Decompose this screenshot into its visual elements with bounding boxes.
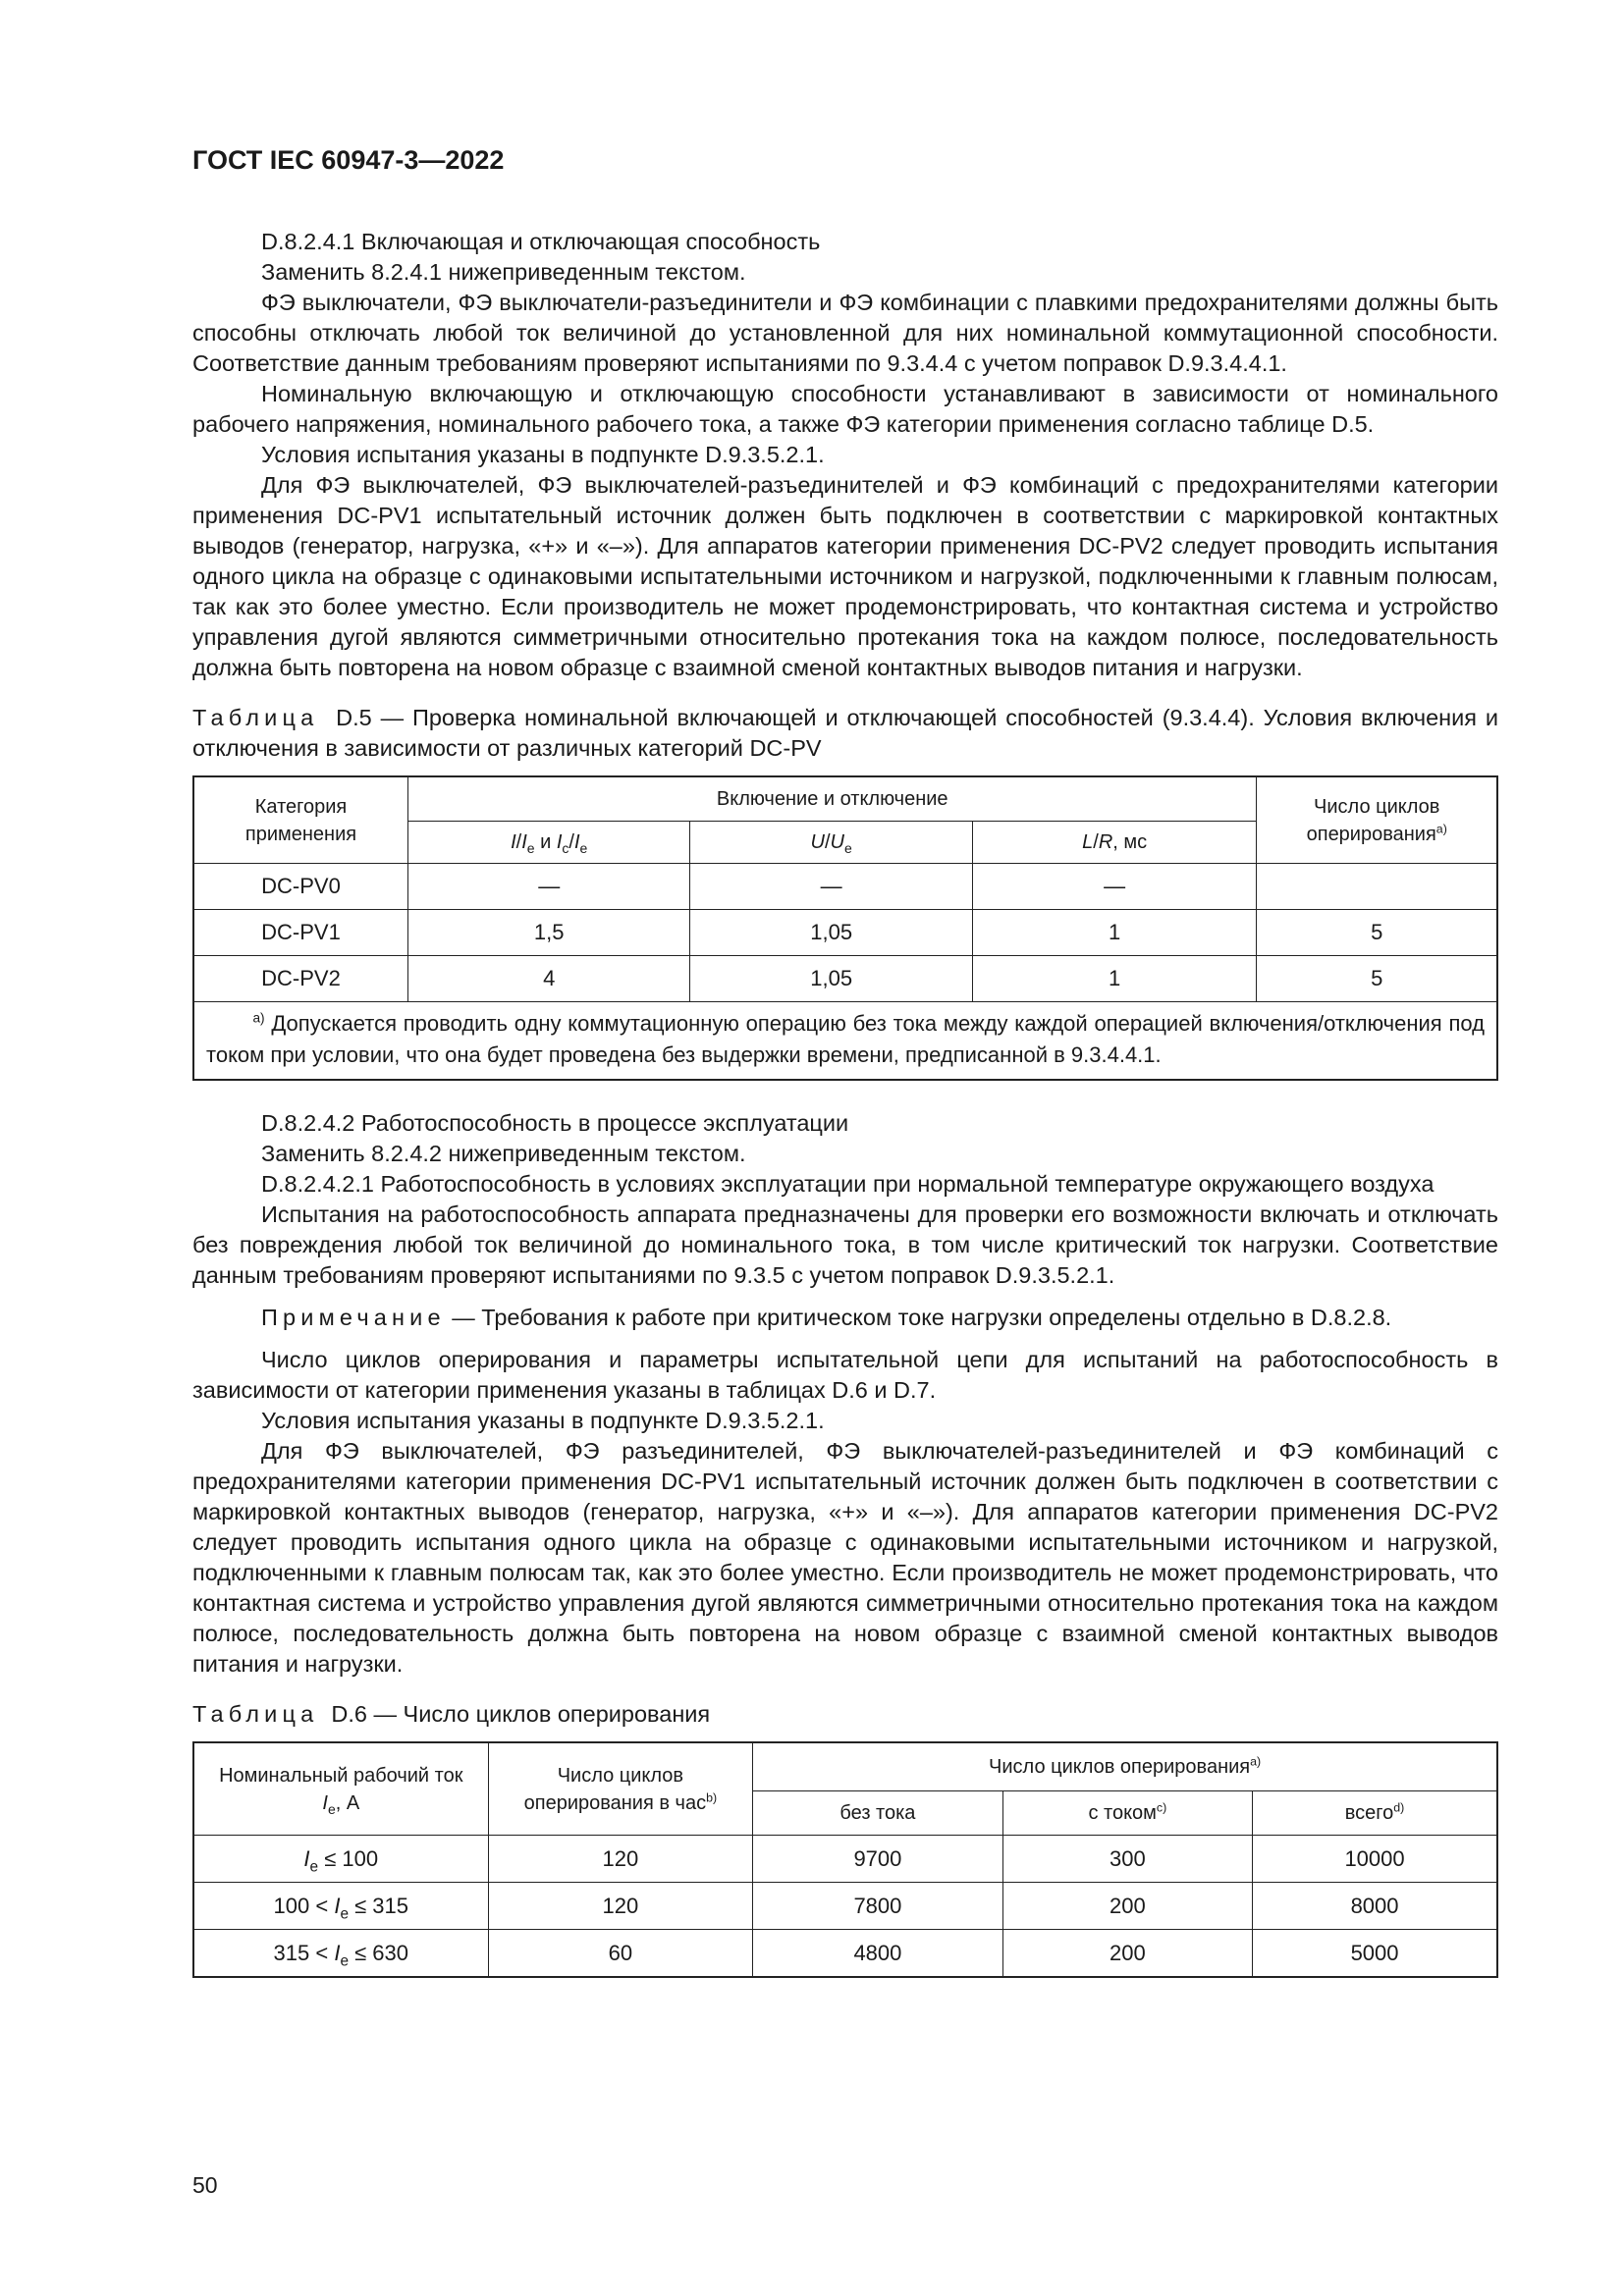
header-category: Категория применения — [193, 776, 408, 864]
header-cycles-per-hour: Число циклов оперирования в час$^{b)}$ — [488, 1742, 753, 1836]
paragraph: Число циклов оперирования и параметры испытательной цепи для испытаний на работоспособность в зависимости от категории применения указаны в таблицах D.6 и D.7. — [192, 1347, 1498, 1403]
header-lr: L/R, мс — [972, 822, 1257, 864]
header-cycles: Число циклов оперирования$^{a)}$ — [753, 1742, 1497, 1791]
page-number: 50 — [192, 2172, 218, 2198]
paragraph: Для ФЭ выключателей, ФЭ выключателей-разъединителей и ФЭ комбинаций с предохранителями категории применения DC-PV1 испытательный источник должен быть подключен в соответствии с маркировкой контактных выводов (генератор, нагрузка, «+» и «–»). Для аппаратов категории применения DC-PV2 следует проводить испытания одного цикла на образце с одинаковыми испытательными источником и нагрузкой, подключенными к главным полюсам, так как это более уместно. Если производитель не может продемонстрировать, что контактная система и устройство управления дугой являются симметричными относительно протекания тока на каждом полюсе, последовательность должна быть повторена на новом образце с взаимной сменой контактных выводов питания и нагрузки. — [192, 472, 1498, 680]
paragraph: ФЭ выключатели, ФЭ выключатели-разъединители и ФЭ комбинации с плавкими предохранителями должны быть способны отключать любой ток величиной до установленной для них номинальной коммутационной способности. Соответствие данным требованиям проверяют испытаниями по 9.3.4.4 с учетом поправок D.9.3.4.4.1. — [192, 290, 1498, 376]
paragraph: Заменить 8.2.4.1 нижеприведенным текстом. — [261, 259, 746, 285]
paragraph: Заменить 8.2.4.2 нижеприведенным текстом. — [261, 1141, 746, 1166]
header-cycles: Число циклов оперирования$^{a)}$ — [1257, 776, 1497, 864]
table-d5 — [192, 775, 1498, 1081]
document-page — [192, 145, 1498, 1978]
table-row: $I_e \le 100$ 120 9700 300 10000 — [193, 1836, 1497, 1883]
paragraph: Испытания на работоспособность аппарата предназначены для проверки его возможности включать и отключать без повреждения любой ток величиной до номинального тока, в том числе критический ток нагрузки. Соответствие данным требованиям проверяют испытаниями по 9.3.5 с учетом поправок D.9.3.5.2.1. — [192, 1201, 1498, 1288]
note — [192, 1303, 1498, 1333]
table-row: DC-PV2 4 1,05 1 5 — [193, 956, 1497, 1002]
table-row: $315 < I_e \le 630$ 60 4800 200 5000 — [193, 1930, 1497, 1978]
table-caption-word: Таблица — [192, 1701, 319, 1727]
header-current-ratio: $I/I_e$ и $I_c/I_e$ — [408, 822, 690, 864]
header-with-current: с током$^{c)}$ — [1002, 1791, 1252, 1836]
paragraph: Условия испытания указаны в подпункте D.9.3.5.2.1. — [261, 1408, 825, 1433]
document-header: ГОСТ IEC 60947-3—2022 — [192, 145, 505, 175]
table-row: DC-PV1 1,5 1,05 1 5 — [193, 910, 1497, 956]
table-row: DC-PV0 — — — — [193, 864, 1497, 910]
header-no-current: без тока — [753, 1791, 1002, 1836]
table-d6 — [192, 1741, 1498, 1978]
table-caption — [192, 1699, 1498, 1730]
table-caption-text: D.6 — Число циклов оперирования — [331, 1701, 711, 1727]
note-label: Примечание — [261, 1305, 446, 1330]
header-voltage-ratio: $U/U_e$ — [690, 822, 972, 864]
note-text: — Требования к работе при критическом токе нагрузки определены отдельно в D.8.2.8. — [445, 1305, 1392, 1330]
subsection-title: D.8.2.4.2.1 Работоспособность в условиях эксплуатации при нормальной температуре окружающего воздуха — [261, 1171, 1435, 1197]
table-caption — [192, 703, 1498, 764]
header-total: всего$^{d)}$ — [1253, 1791, 1497, 1836]
header-onoff: Включение и отключение — [408, 776, 1257, 822]
table-row: $100 < I_e \le 315$ 120 7800 200 8000 — [193, 1883, 1497, 1930]
paragraph: Условия испытания указаны в подпункте D.9.3.5.2.1. — [261, 442, 825, 467]
table-footnote: $^{a)}$ Допускается проводить одну коммутационную операцию без тока между каждой операцией включения/отключения под током при условии, что она будет проведена без выдержки времени, предписанной в 9.3.4.4.1. — [193, 1002, 1497, 1081]
paragraph: Для ФЭ выключателей, ФЭ разъединителей, ФЭ выключателей-разъединителей и ФЭ комбинаций с предохранителями категории применения DC-PV1 испытательный источник должен быть подключен в соответствии с маркировкой контактных выводов (генератор, нагрузка, «+» и «–»). Для аппаратов категории применения DC-PV2 следует проводить испытания одного цикла на образце с одинаковыми испытательными источником и нагрузкой, подключенными к главным полюсам так, как это более уместно. Если производитель не может продемонстрировать, что контактная система и устройство управления дугой являются симметричными относительно протекания тока на каждом полюсе, последовательность должна быть повторена на новом образце с взаимной сменой контактных выводов питания и нагрузки. — [192, 1438, 1498, 1677]
section-title: D.8.2.4.2 Работоспособность в процессе эксплуатации — [261, 1110, 849, 1136]
header-rated-current: Номинальный рабочий ток $I_e$, А — [193, 1742, 488, 1836]
section-title: D.8.2.4.1 Включающая и отключающая способность — [261, 229, 821, 254]
table-caption-word: Таблица — [192, 705, 319, 730]
paragraph: Номинальную включающую и отключающую способности устанавливают в зависимости от номинального рабочего напряжения, номинального рабочего тока, а также ФЭ категории применения согласно таблице D.5. — [192, 381, 1498, 437]
table-caption-text: D.5 — Проверка номинальной включающей и отключающей способностей (9.3.4.4). Условия включения и отключения в зависимости от различных категорий DC-PV — [192, 705, 1498, 761]
